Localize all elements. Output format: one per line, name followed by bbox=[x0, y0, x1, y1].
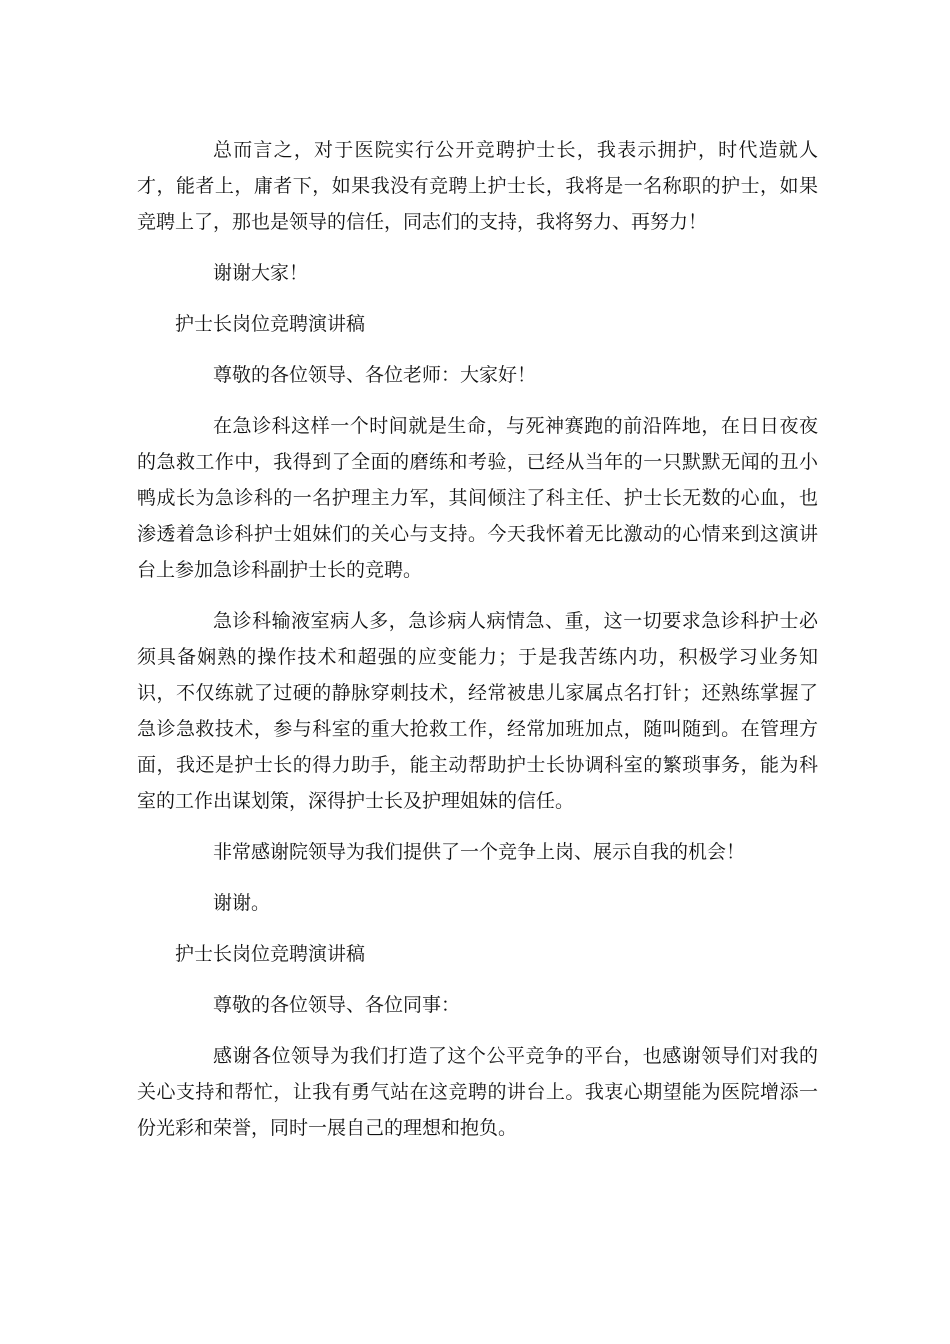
document-page bbox=[137, 132, 818, 1146]
closing-paragraph: 总而言之，对于医院实行公开竞聘护士长，我表示拥护，时代造就人才，能者上，庸者下，如果我没有竞聘上护士长，我将是一名称职的护士，如果竞聘上了，那也是领导的信任，同志们的支持，我将努力、再努力！ bbox=[137, 139, 818, 233]
body-paragraph: 急诊科输液室病人多，急诊病人病情急、重，这一切要求急诊科护士必须具备娴熟的操作技术和超强的应变能力；于是我苦练内功，积极学习业务知识，不仅练就了过硬的静脉穿刺技术，经常被患儿家属点名打针；还熟练掌握了急诊急救技术，参与科室的重大抢救工作，经常加班加点，随叫随到。在管理方面，我还是护士长的得力助手，能主动帮助护士长协调科室的繁琐事务，能为科室的工作出谋划策，深得护士长及护理姐妹的信任。 bbox=[137, 610, 818, 812]
body-paragraph: 感谢各位领导为我们打造了这个公平竞争的平台，也感谢领导们对我的关心支持和帮忙，让我有勇气站在这竞聘的讲台上。我衷心期望能为医院增添一份光彩和荣誉，同时一展自己的理想和抱负。 bbox=[137, 1045, 818, 1139]
speech-title: 护士长岗位竞聘演讲稿 bbox=[175, 943, 366, 965]
speech-title: 护士长岗位竞聘演讲稿 bbox=[175, 313, 366, 335]
thanks-line: 谢谢大家！ bbox=[213, 262, 309, 284]
thanks-line: 谢谢。 bbox=[213, 892, 271, 914]
salutation: 尊敬的各位领导、各位同事： bbox=[213, 994, 461, 1016]
gratitude-line: 非常感谢院领导为我们提供了一个竞争上岗、展示自我的机会！ bbox=[213, 841, 746, 863]
body-paragraph: 在急诊科这样一个时间就是生命，与死神赛跑的前沿阵地，在日日夜夜的急救工作中，我得到了全面的磨练和考验，已经从当年的一只默默无闻的丑小鸭成长为急诊科的一名护理主力军，其间倾注了科主任、护士长无数的心血，也渗透着急诊科护士姐妹们的关心与支持。今天我怀着无比激动的心情来到这演讲台上参加急诊科副护士长的竞聘。 bbox=[137, 415, 818, 581]
salutation: 尊敬的各位领导、各位老师：大家好！ bbox=[213, 364, 537, 386]
